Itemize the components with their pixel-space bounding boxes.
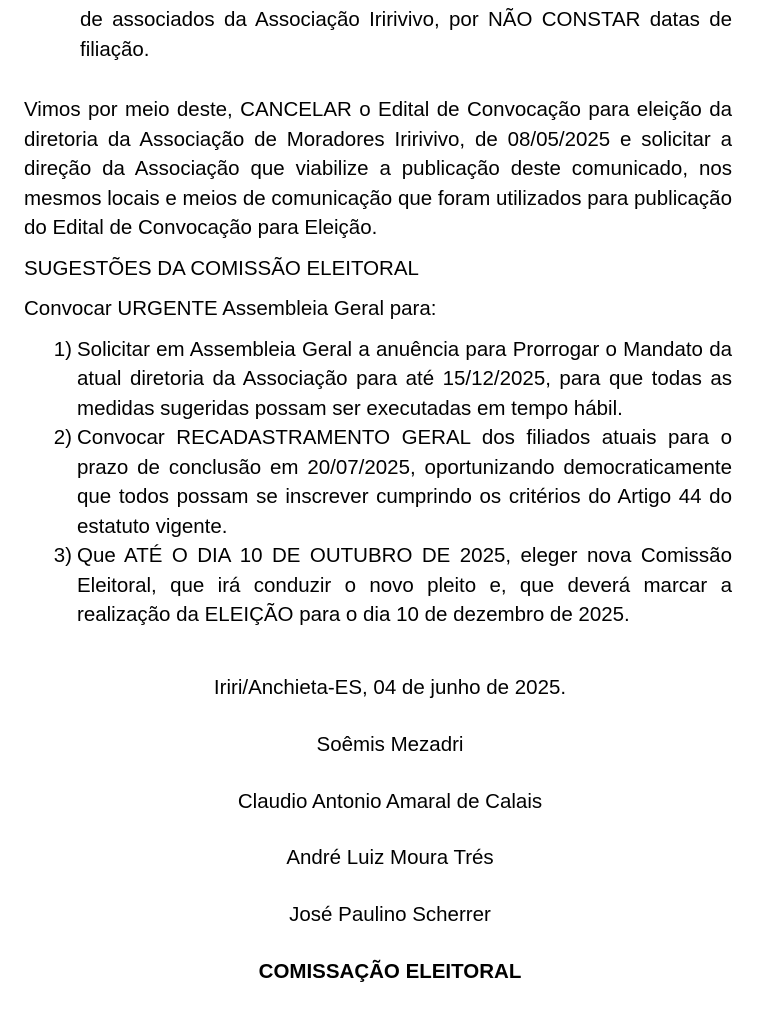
list-item-text: Convocar RECADASTRAMENTO GERAL dos filiados atuais para o prazo de conclusão em 20/07/2025, oportunizando democraticamente que todos possam se inscrever cumprindo os critérios do Artigo 44 do estatuto vigente.: [77, 426, 732, 538]
list-item: [24, 541, 732, 630]
continuation-paragraph: de associados da Associação Iririvivo, por NÃO CONSTAR datas de filiação.: [80, 8, 732, 61]
section-heading: SUGESTÕES DA COMISSÃO ELEITORAL: [24, 256, 419, 280]
list-item-text: Que ATÉ O DIA 10 DE OUTUBRO DE 2025, eleger nova Comissão Eleitoral, que irá conduzir o novo pleito e, que deverá marcar a realização da ELEIÇÃO para o dia 10 de dezembro de 2025.: [77, 544, 732, 626]
list-item: [24, 335, 732, 424]
intro-line: Convocar URGENTE Assembleia Geral para:: [24, 297, 437, 320]
signatory-name: José Paulino Scherrer: [289, 903, 491, 926]
list-item-text: Solicitar em Assembleia Geral a anuência para Prorrogar o Mandato da atual diretoria da Associação para até 15/12/2025, para que todas as medidas sugeridas possam ser executadas em tempo hábil.: [77, 337, 732, 420]
list-item-number: 3): [53, 544, 72, 567]
cancel-paragraph: Vimos por meio deste, CANCELAR o Edital de Convocação para eleição da diretoria da Associação de Moradores Iririvivo, de 08/05/2025 e solicitar a direção da Associação que viabilize a publicação deste comunicado, nos mesmos locais e meios de comunicação que foram utilizados para publicação do Edital de Convocação para Eleição.: [24, 98, 732, 239]
signatory-name: Soêmis Mezadri: [316, 733, 464, 756]
list-item: [24, 423, 732, 541]
signatory-name: Claudio Antonio Amaral de Calais: [237, 790, 543, 813]
list-item-number: 2): [53, 426, 72, 449]
place-date: Iriri/Anchieta-ES, 04 de junho de 2025.: [213, 676, 567, 699]
commission-title: COMISSAÇÃO ELEITORAL: [258, 960, 522, 983]
list-item-number: 1): [53, 337, 72, 361]
signatory-name: André Luiz Moura Trés: [286, 846, 494, 869]
suggestion-list: [24, 335, 732, 630]
document-page: [24, 0, 732, 630]
